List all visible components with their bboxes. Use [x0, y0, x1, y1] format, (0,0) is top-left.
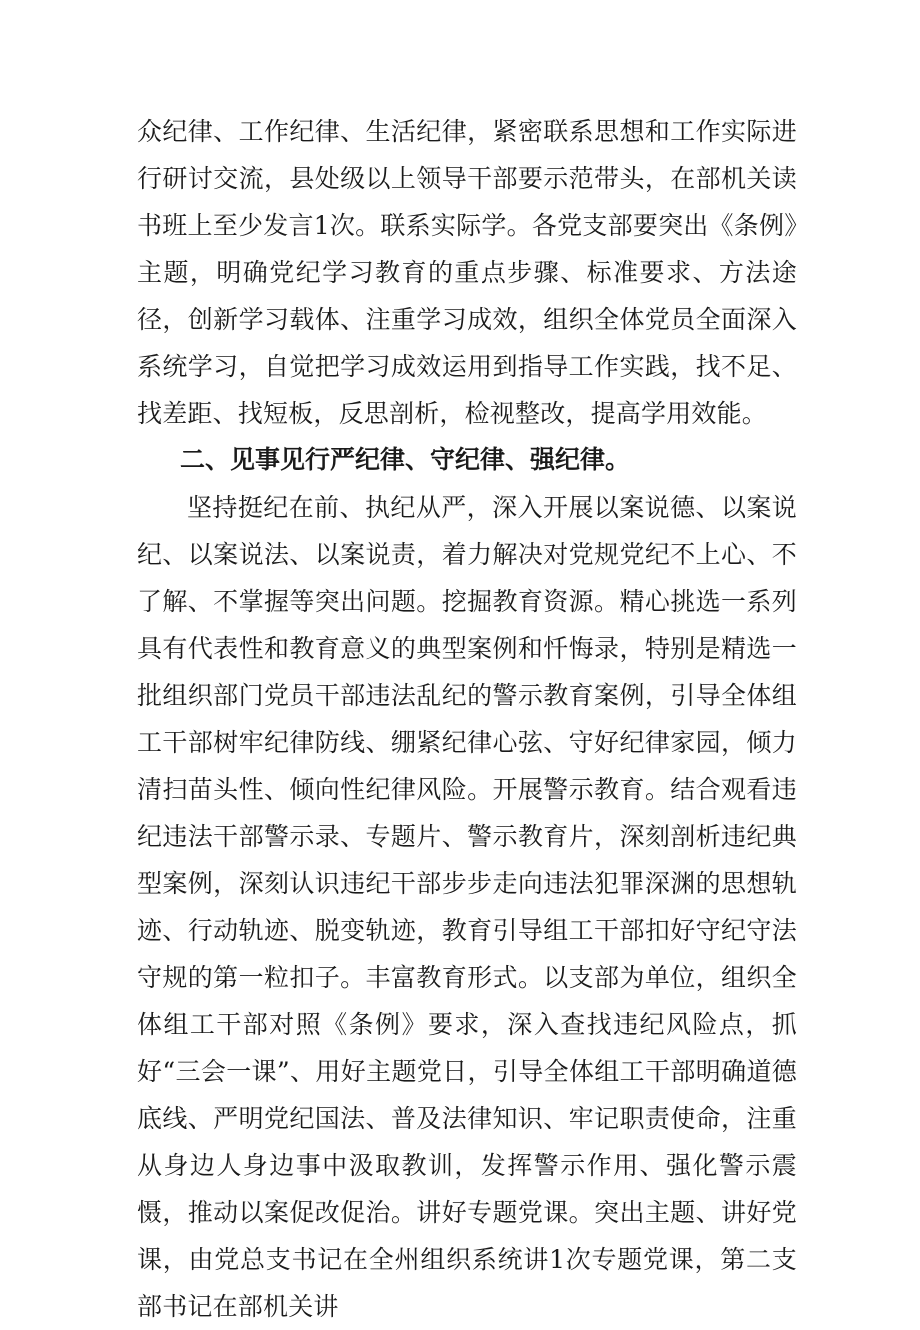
section-paragraph: 坚持挺纪在前、执纪从严，深入开展以案说德、以案说纪、以案说法、以案说责，着力解决对党规党纪不上心、不了解、不掌握等突出问题。挖掘教育资源。精心挑选一系列具有代表性和教育意义的典型案例和忏悔录，特别是精选一批组织部门党员干部违法乱纪的警示教育案例，引导全体组工干部树牢纪律防线、绷紧纪律心弦、守好纪律家园，倾力清扫苗头性、倾向性纪律风险。开展警示教育。结合观看违纪违法干部警示录、专题片、警示教育片，深刻剖析违纪典型案例，深刻认识违纪干部步步走向违法犯罪深渊的思想轨迹、行动轨迹、脱变轨迹，教育引导组工干部扣好守纪守法守规的第一粒扣子。丰富教育形式。以支部为单位，组织全体组工干部对照《条例》要求，深入查找违纪风险点，抓好“三会一课”、用好主题党日，引导全体组工干部明确道德底线、严明党纪国法、普及法律知识、牢记职责使命，注重从身边人身边事中汲取教训，发挥警示作用、强化警示震慑，推动以案促改促治。讲好专题党课。突出主题、讲好党课，由党总支书记在全州组织系统讲1次专题党课，第二支部书记在部机关讲 [137, 493, 797, 1321]
section-heading: 二、见事见行严纪律、守纪律、强纪律。 [180, 445, 631, 474]
paragraph-continuation: 众纪律、工作纪律、生活纪律，紧密联系思想和工作实际进行研讨交流，县处级以上领导干部要示范带头，在部机关读书班上至少发言1次。联系实际学。各党支部要突出《条例》主题，明确党纪学习教育的重点步骤、标准要求、方法途径，创新学习载体、注重学习成效，组织全体党员全面深入系统学习，自觉把学习成效运用到指导工作实践，找不足、找差距、找短板，反思剖析，检视整改，提高学用效能。 [137, 117, 797, 428]
